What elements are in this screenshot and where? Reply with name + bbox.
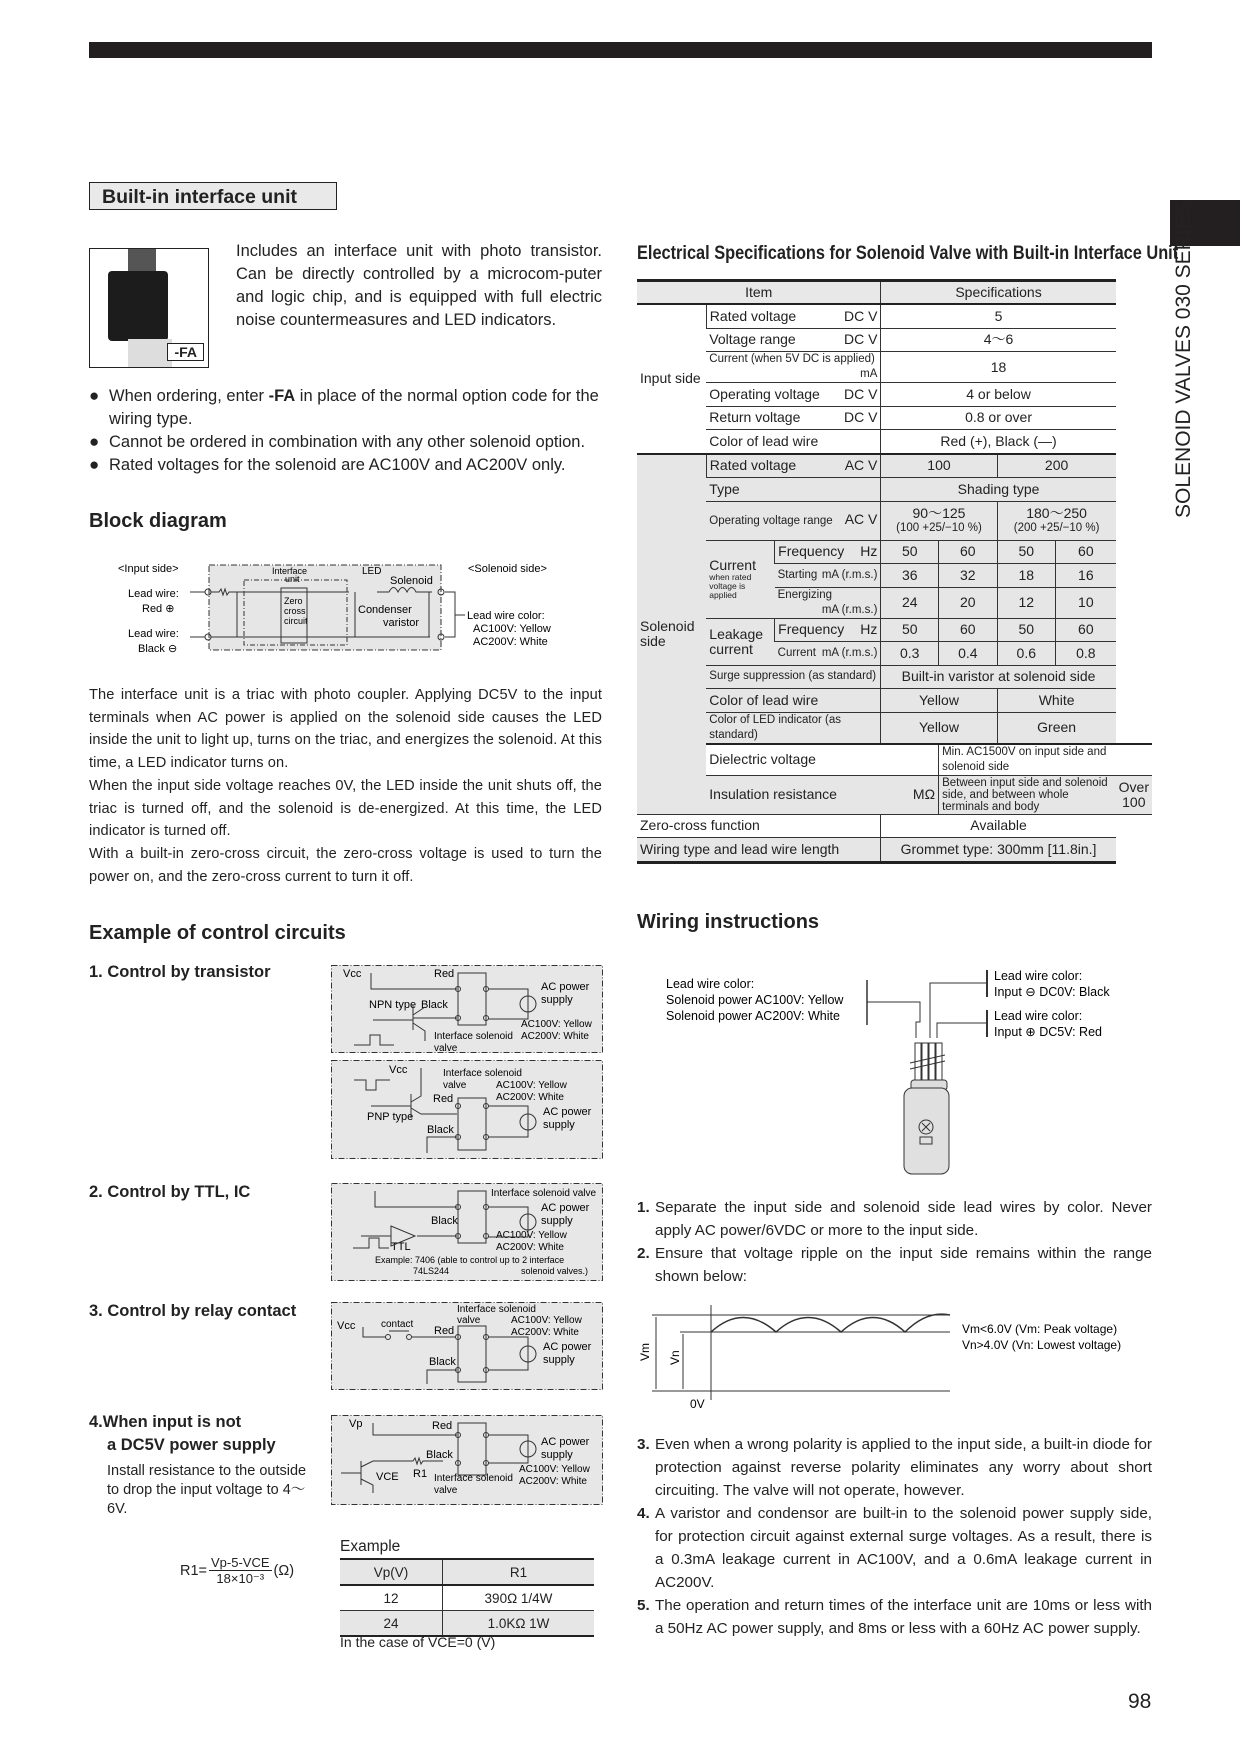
option-badge: -FA (167, 343, 204, 361)
table-row: 24 1.0KΩ 1W (340, 1611, 594, 1637)
series-label (1168, 201, 1204, 519)
table-header: Item Specifications (637, 281, 1152, 305)
diagram-label: valve (457, 1315, 481, 1326)
condenser-label: Condenser (358, 604, 412, 616)
note-item: ● Cannot be ordered in combination with any other solenoid option. (89, 431, 619, 454)
diagram-label: supply (543, 1119, 575, 1131)
diagram-label: Solenoid power AC200V: White (666, 1009, 840, 1023)
diagram-label: Vn>4.0V (Vn: Lowest voltage) (962, 1338, 1122, 1352)
example-title: Example (340, 1538, 401, 1555)
diagram-label: Interface solenoid (434, 1473, 513, 1484)
black-label: Black ⊖ (138, 643, 178, 655)
wiring-note: 5. The operation and return times of the interface unit are 10ms or less with a 50Hz AC power supply, and 8ms or less with a 60Hz AC power supply. (637, 1597, 1152, 1637)
control-item-4: 4.When input is not (89, 1413, 242, 1431)
ripple-diagram (635, 1305, 1155, 1415)
ac200-label: AC200V: White (473, 636, 548, 648)
diagram-label: Vcc (389, 1064, 408, 1076)
wiring-notes (637, 1196, 1152, 1288)
diagram-label: NPN type (369, 999, 417, 1011)
table-row: Wiring type and lead wire length Grommet type: 300mm [11.8in.] (637, 838, 1152, 863)
wiring-note: 3. Even when a wrong polarity is applied to the input side, a built-in diode for protection against reverse polarity eliminates any worry about short circuiting. The valve will not operate, however. (637, 1436, 1152, 1499)
diagram-label: Example: 7406 (able to control up to 2 interface (375, 1255, 565, 1265)
diagram-label: Red (432, 1420, 453, 1432)
diagram-label: Input ⊖ DC0V: Black (994, 985, 1110, 999)
table-row: Color of lead wire Yellow White (637, 689, 1152, 713)
diagram-label: AC200V: White (519, 1476, 587, 1487)
diagram-label: Interface solenoid (457, 1304, 536, 1315)
diagram-label: Vn (668, 1350, 682, 1365)
table-row: Operating voltage DC V 4 or below (637, 383, 1152, 407)
note-item: ● Rated voltages for the solenoid are AC100V and AC200V only. (89, 454, 619, 477)
control-item-1: 1. Control by transistor (89, 963, 271, 981)
table-row: Zero-cross function Available (637, 814, 1152, 838)
ttl-circuit (331, 1183, 603, 1281)
control-item-3: 3. Control by relay contact (89, 1302, 297, 1320)
spec-table (637, 279, 1152, 864)
diagram-label: AC100V: Yellow (521, 1019, 592, 1030)
wiring-note: 4. A varistor and condensor are built-in to the solenoid power supply side, for protection circuit against external surge voltages. As a result, there is a 0.3mA leakage current in AC100V, and a 0.6mA leakage current in AC200V. (637, 1505, 1152, 1591)
diagram-label: AC power (541, 981, 590, 993)
description-p3: With a built-in zero-cross circuit, the zero-cross voltage is used to turn the power on, and the zero-cross current to turn it off. (89, 845, 602, 885)
input-side-label: <Input side> (118, 563, 179, 575)
series-label-text: SOLENOID VALVES 030 SERIES (1172, 201, 1195, 518)
description-p2: When the input side voltage reaches 0V, the LED inside the unit shuts off, the triac is turned off, and the solenoid is de-energized. At this time, the LED indicator is turned off. (89, 777, 602, 840)
diagram-label: Interface solenoid (443, 1068, 522, 1079)
r1-formula: R1= $\frac{\text{Vp-5-VCE}}{\text{18×10⁻³}}$ (Ω) (180, 1555, 295, 1586)
diagram-label: Vm<6.0V (Vm: Peak voltage) (962, 1322, 1118, 1336)
table-row: Dielectric voltage Min. AC1500V on input side and solenoid side (637, 744, 1152, 776)
diagram-label: Red (433, 1093, 454, 1105)
page-number: 98 (1128, 1690, 1152, 1713)
diagram-label: Vm (638, 1343, 652, 1361)
resistor-circuit (331, 1415, 603, 1505)
lead-red-label: Lead wire: (128, 588, 179, 600)
interface-label: Interface (272, 566, 308, 576)
diagram-label: AC200V: White (521, 1031, 589, 1042)
table-row: Color of LED indicator (as standard) Yellow Green (637, 712, 1152, 744)
diagram-label: AC power (541, 1436, 590, 1448)
table-header: Vp(V) R1 (340, 1559, 594, 1585)
diagram-label: 74LS244 (413, 1266, 450, 1276)
diagram-label: AC power (543, 1106, 592, 1118)
diagram-label: Black (429, 1356, 456, 1368)
circuit-label: circuit (284, 616, 308, 626)
description (89, 684, 602, 888)
table-row: Leakage current Frequency Hz 50 60 50 60 (637, 618, 1152, 642)
intro-text: Includes an interface unit with photo transistor. Can be directly controlled by a microcom-puter and logic chip, and is equipped with full electric noise countermeasures and LED indicators. (236, 242, 602, 329)
relay-circuit (331, 1302, 603, 1390)
solenoid-side-label: <Solenoid side> (468, 563, 547, 575)
lead-color-label: Lead wire color: (467, 610, 545, 622)
diagram-label: AC power (543, 1341, 592, 1353)
diagram-label: contact (381, 1319, 414, 1330)
zero-label: Zero (284, 596, 303, 606)
diagram-label: Lead wire color: (994, 1009, 1083, 1023)
control-item-4-desc: Install resistance to the outside to drop the input voltage to 4～6V. (107, 1463, 307, 1517)
red-label: Red ⊕ (142, 603, 175, 615)
diagram-label: AC200V: White (496, 1092, 564, 1103)
solenoid-label: Solenoid (390, 575, 433, 587)
block-diagram-title: Block diagram (89, 510, 227, 532)
example-note: In the case of VCE=0 (V) (340, 1634, 496, 1650)
lead-black-label: Lead wire: (128, 628, 179, 640)
table-row: Type Shading type (637, 478, 1152, 502)
ac100-label: AC100V: Yellow (473, 623, 551, 635)
table-row: Operating voltage range AC V 90～125 (100 +25/−10 %) 180～250 (200 +25/−10 %) (637, 501, 1152, 540)
diagram-label: Lead wire color: (666, 977, 755, 991)
control-title: Example of control circuits (89, 922, 346, 944)
table-row: Input side Rated voltage DC V 5 (637, 304, 1152, 328)
diagram-label: Black (421, 999, 448, 1011)
diagram-label: supply (541, 1215, 573, 1227)
diagram-label: PNP type (367, 1111, 414, 1123)
top-rule (89, 42, 1152, 58)
section-title: Built-in interface unit (89, 182, 337, 210)
diagram-label: R1 (413, 1468, 428, 1480)
diagram-label: supply (541, 1449, 573, 1461)
table-row: Surge suppression (as standard) Built-in varistor at solenoid side (637, 665, 1152, 689)
diagram-label: AC200V: White (511, 1327, 579, 1338)
pnp-circuit (331, 1060, 603, 1159)
table-row: Solenoid side Rated voltage AC V 100 200 (637, 454, 1152, 478)
diagram-label: Vcc (343, 968, 362, 980)
diagram-label: Solenoid power AC100V: Yellow (666, 993, 844, 1007)
group-solenoid-side: Solenoid side (637, 454, 706, 815)
table-row: Return voltage DC V 0.8 or over (637, 406, 1152, 430)
table-row: Current when rated voltage is applied Frequency Hz 50 60 50 60 (637, 540, 1152, 564)
table-row: Current (when 5V DC is applied) mA 18 (637, 352, 1152, 383)
note-item: ● When ordering, enter -FA in place of the normal option code for the wiring type. (89, 385, 619, 431)
led-label: LED (362, 566, 382, 577)
unit-label: unit (285, 574, 300, 584)
diagram-label: valve (434, 1043, 458, 1053)
diagram-label: VCE (376, 1471, 399, 1483)
wiring-note: 2. Ensure that voltage ripple on the input side remains within the range shown below: (637, 1245, 1152, 1285)
diagram-label: Black (427, 1124, 454, 1136)
control-item-2: 2. Control by TTL, IC (89, 1183, 251, 1201)
wiring-diagram (635, 955, 1155, 1185)
diagram-label: supply (543, 1354, 575, 1366)
block-diagram (90, 550, 610, 665)
example-table (340, 1558, 594, 1637)
product-photo (89, 248, 209, 368)
diagram-label: Red (434, 968, 455, 980)
npn-circuit (331, 965, 603, 1053)
table-row: 12 390Ω 1/4W (340, 1585, 594, 1611)
varistor-label: varistor (383, 617, 420, 629)
cross-label: cross (284, 606, 306, 616)
diagram-label: AC100V: Yellow (519, 1464, 590, 1475)
diagram-label: Interface solenoid valve (491, 1188, 597, 1199)
diagram-label: Vp (349, 1418, 363, 1430)
notes-list (89, 385, 619, 477)
diagram-label: TTL (391, 1241, 411, 1253)
valve-base-shape (128, 339, 172, 368)
diagram-label: valve (434, 1485, 458, 1496)
diagram-label: Vcc (337, 1320, 356, 1332)
table-row: Insulation resistance MΩ Between input side and solenoid side, and between whole terminals and body Over 100 (637, 775, 1152, 814)
diagram-label: AC power (541, 1202, 590, 1214)
diagram-label: Black (426, 1449, 453, 1461)
table-row: Current mA (r.m.s.) 0.3 0.4 0.6 0.8 (637, 642, 1152, 666)
diagram-label: supply (541, 994, 573, 1006)
description-p1: The interface unit is a triac with photo coupler. Applying DC5V to the input terminals when AC power is applied on the solenoid side causes the LED inside the unit to light up, turns on the triac, and energizes the solenoid. At this time, a LED indicator turns on. (89, 687, 603, 772)
wiring-note: 1. Separate the input side and solenoid side lead wires by color. Never apply AC power/6VDC or more to the input side. (637, 1199, 1152, 1239)
group-input-side: Input side (637, 304, 706, 454)
spec-table-title: Electrical Specifications for Solenoid Valve with Built-in Interface Unit (637, 243, 1179, 264)
table-row: Energizing mA (r.m.s.) 24 20 12 10 (637, 587, 1152, 618)
diagram-label: Black (431, 1215, 458, 1227)
diagram-label: AC100V: Yellow (496, 1230, 567, 1241)
diagram-label: Red (434, 1325, 455, 1337)
diagram-label: valve (443, 1080, 467, 1091)
diagram-label: AC100V: Yellow (496, 1080, 567, 1091)
diagram-label: AC100V: Yellow (511, 1315, 582, 1326)
diagram-label: 0V (690, 1397, 705, 1411)
diagram-label: Lead wire color: (994, 969, 1083, 983)
control-item-4b: a DC5V power supply (107, 1436, 276, 1454)
diagram-label: solenoid valves.) (521, 1266, 589, 1276)
table-row: Color of lead wire Red (+), Black (—) (637, 430, 1152, 454)
diagram-label: Interface solenoid (434, 1031, 513, 1042)
diagram-label: AC200V: White (496, 1242, 564, 1253)
table-row: Voltage range DC V 4～6 (637, 328, 1152, 352)
diagram-label: Input ⊕ DC5V: Red (994, 1025, 1102, 1039)
wiring-title: Wiring instructions (637, 911, 820, 933)
table-row: Starting mA (r.m.s.) 36 32 18 16 (637, 564, 1152, 588)
valve-body-shape (108, 271, 168, 341)
wiring-notes-continued (637, 1433, 1152, 1640)
